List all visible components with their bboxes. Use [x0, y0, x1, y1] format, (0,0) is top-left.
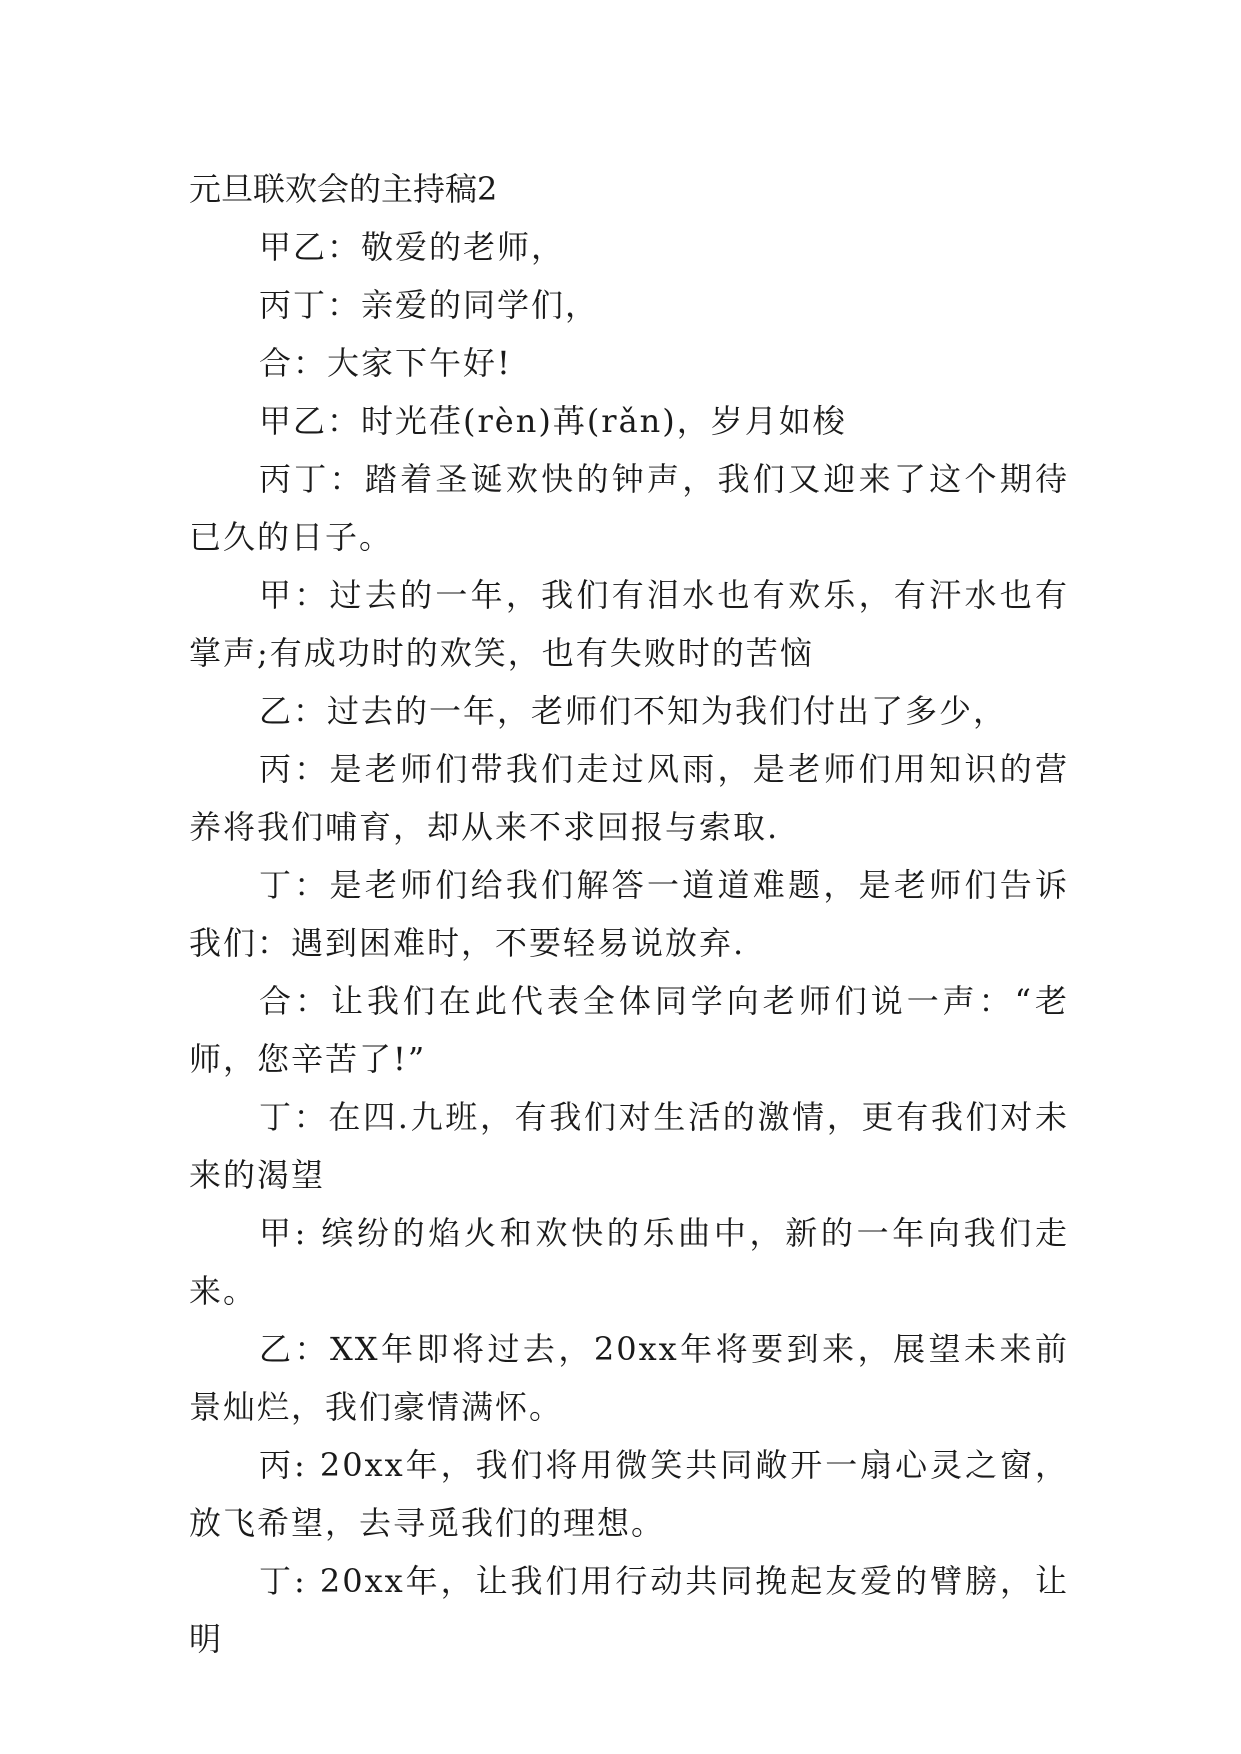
paragraph: 合：大家下午好!	[259, 344, 512, 382]
document-body	[189, 160, 1069, 1668]
paragraph: 合：让我们在此代表全体同学向老师们说一声：“老师，您辛苦了!”	[189, 982, 1069, 1078]
paragraph: 乙：过去的一年，老师们不知为我们付出了多少，	[259, 692, 1008, 730]
paragraph: 乙：XX年即将过去，20xx年将要到来，展望未来前景灿烂，我们豪情满怀。	[189, 1330, 1069, 1426]
paragraph: 丙丁：踏着圣诞欢快的钟声，我们又迎来了这个期待已久的日子。	[189, 460, 1069, 556]
paragraph: 丁: 20xx年，让我们用行动共同挽起友爱的臂膀，让明	[189, 1562, 1069, 1658]
paragraph: 丙：是老师们带我们走过风雨，是老师们用知识的营养将我们哺育，却从来不求回报与索取.	[189, 750, 1069, 846]
paragraph: 丙: 20xx年，我们将用微笑共同敞开一扇心灵之窗，放飞希望，去寻觅我们的理想。	[189, 1446, 1069, 1542]
document-title: 元旦联欢会的主持稿2	[189, 170, 498, 208]
paragraph: 丙丁：亲爱的同学们，	[259, 286, 600, 324]
paragraph: 甲乙：敬爱的老师，	[259, 228, 566, 266]
paragraph: 丁：在四.九班，有我们对生活的激情，更有我们对未来的渴望	[189, 1098, 1069, 1194]
paragraph: 甲: 缤纷的焰火和欢快的乐曲中，新的一年向我们走来。	[189, 1214, 1069, 1310]
paragraph: 甲乙：时光荏(rèn)苒(rǎn)，岁月如梭	[259, 402, 847, 440]
paragraph: 甲：过去的一年，我们有泪水也有欢乐，有汗水也有掌声;有成功时的欢笑，也有失败时的苦恼	[189, 576, 1069, 672]
paragraph: 丁：是老师们给我们解答一道道难题，是老师们告诉我们：遇到困难时，不要轻易说放弃.	[189, 866, 1069, 962]
